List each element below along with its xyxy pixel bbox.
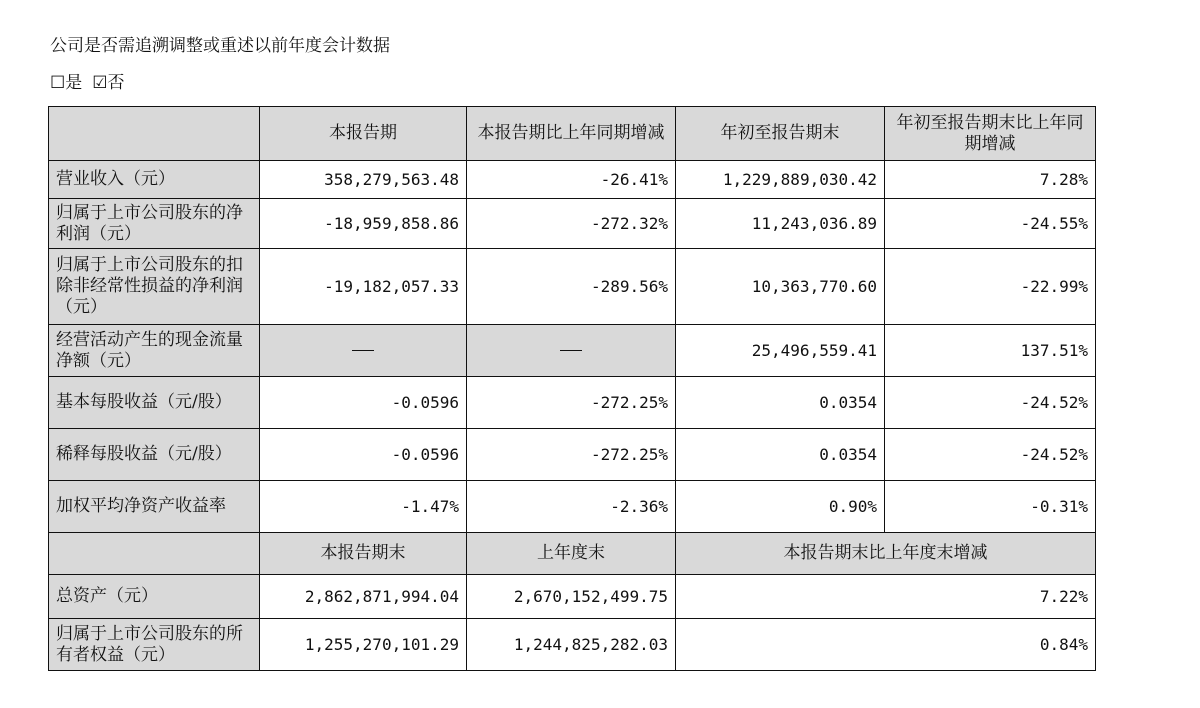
data-cell: -272.25% [467, 429, 676, 481]
data-cell: 11,243,036.89 [676, 199, 885, 249]
header-cell: 本报告期末 [260, 533, 467, 575]
data-cell: -2.36% [467, 481, 676, 533]
data-cell: 137.51% [885, 325, 1096, 377]
table-row [49, 249, 1096, 325]
yes-checkbox-icon: ☐ [50, 73, 66, 93]
data-cell: 25,496,559.41 [676, 325, 885, 377]
data-cell: -18,959,858.86 [260, 199, 467, 249]
no-checkbox-icon: ☑ [92, 73, 108, 93]
data-cell: 2,862,871,994.04 [260, 575, 467, 619]
table-row [49, 575, 1096, 619]
row-label: 稀释每股收益（元/股） [49, 429, 260, 481]
data-cell: 1,244,825,282.03 [467, 619, 676, 671]
data-cell: -26.41% [467, 161, 676, 199]
row-label: 基本每股收益（元/股） [49, 377, 260, 429]
data-cell: -0.31% [885, 481, 1096, 533]
dash-mark [560, 350, 582, 351]
dash-cell [467, 325, 676, 377]
table-row [49, 161, 1096, 199]
data-cell: -24.52% [885, 429, 1096, 481]
data-cell: 358,279,563.48 [260, 161, 467, 199]
header-cell: 本报告期 [260, 107, 467, 161]
data-cell: 1,229,889,030.42 [676, 161, 885, 199]
header-cell-empty [49, 107, 260, 161]
data-cell: 0.90% [676, 481, 885, 533]
dash-cell [260, 325, 467, 377]
data-cell: 0.0354 [676, 377, 885, 429]
header-cell: 年初至报告期末比上年同期增减 [885, 107, 1096, 161]
financial-data-table [48, 106, 1096, 671]
table-row [49, 429, 1096, 481]
table-header-row [49, 533, 1096, 575]
restatement-choice [50, 71, 125, 95]
data-cell: -19,182,057.33 [260, 249, 467, 325]
row-label: 总资产（元） [49, 575, 260, 619]
row-label: 经营活动产生的现金流量净额（元） [49, 325, 260, 377]
header-cell: 上年度末 [467, 533, 676, 575]
data-cell: -272.32% [467, 199, 676, 249]
header-cell: 本报告期末比上年度末增减 [676, 533, 1096, 575]
dash-mark [352, 350, 374, 351]
data-cell: 7.28% [885, 161, 1096, 199]
data-cell: 2,670,152,499.75 [467, 575, 676, 619]
table-row [49, 619, 1096, 671]
header-cell: 本报告期比上年同期增减 [467, 107, 676, 161]
table-row [49, 325, 1096, 377]
data-cell: -289.56% [467, 249, 676, 325]
no-option-label: 否 [107, 73, 125, 93]
data-cell: -0.0596 [260, 377, 467, 429]
data-cell: -1.47% [260, 481, 467, 533]
data-cell: 10,363,770.60 [676, 249, 885, 325]
table-row [49, 377, 1096, 429]
yes-option-label: 是 [65, 73, 83, 93]
row-label: 归属于上市公司股东的所有者权益（元） [49, 619, 260, 671]
data-cell: 0.84% [676, 619, 1096, 671]
data-cell: -0.0596 [260, 429, 467, 481]
data-cell: -24.55% [885, 199, 1096, 249]
row-label: 归属于上市公司股东的净利润（元） [49, 199, 260, 249]
table-row [49, 481, 1096, 533]
data-cell: -272.25% [467, 377, 676, 429]
row-label: 营业收入（元） [49, 161, 260, 199]
data-cell: -22.99% [885, 249, 1096, 325]
table-header-row [49, 107, 1096, 161]
row-label: 归属于上市公司股东的扣除非经常性损益的净利润（元） [49, 249, 260, 325]
header-cell: 年初至报告期末 [676, 107, 885, 161]
data-cell: 1,255,270,101.29 [260, 619, 467, 671]
data-cell: 0.0354 [676, 429, 885, 481]
table-row [49, 199, 1096, 249]
header-cell-empty [49, 533, 260, 575]
section-heading: 公司是否需追溯调整或重述以前年度会计数据 [50, 36, 390, 56]
row-label: 加权平均净资产收益率 [49, 481, 260, 533]
data-cell: -24.52% [885, 377, 1096, 429]
data-cell: 7.22% [676, 575, 1096, 619]
